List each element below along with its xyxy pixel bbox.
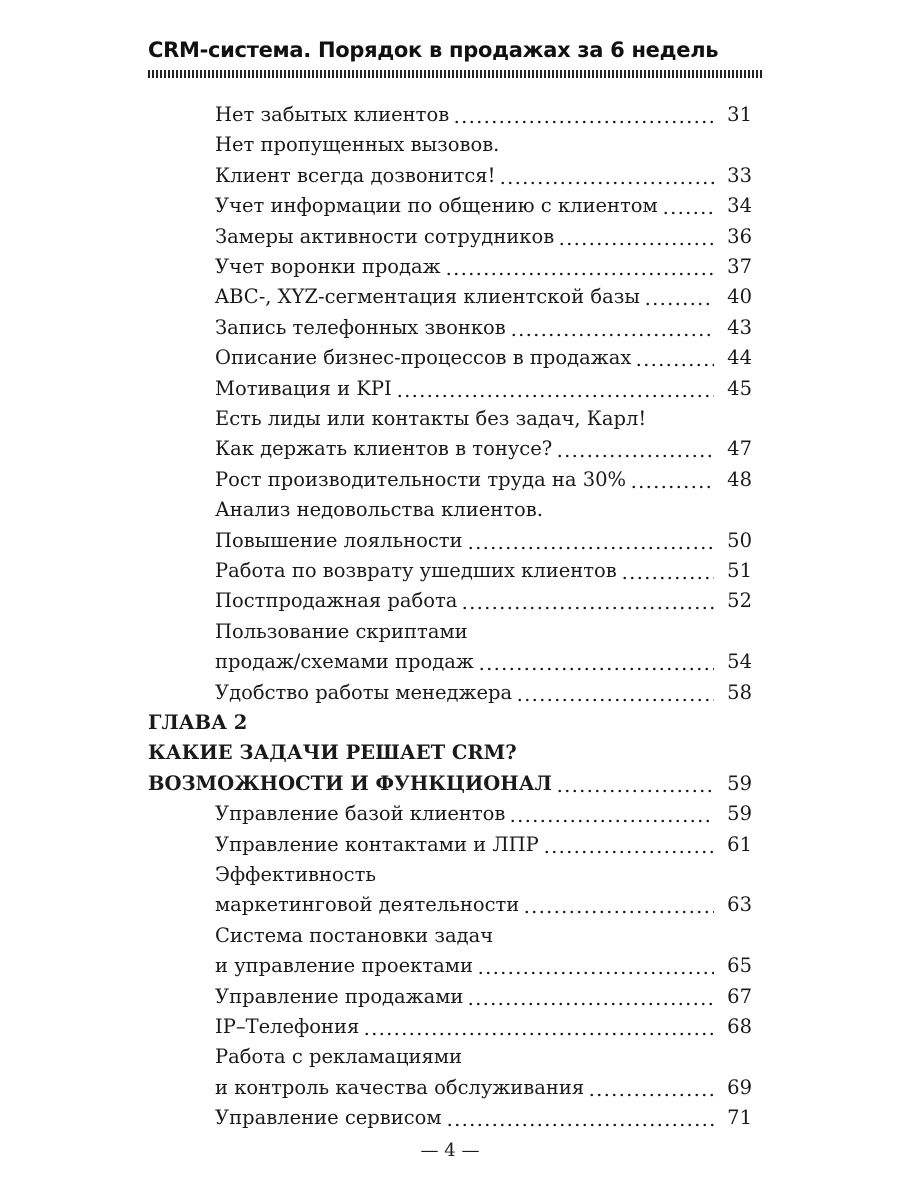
toc-page-number: 45 [727, 376, 752, 400]
toc-entry-title: Удобство работы менеджера [215, 680, 513, 704]
toc-leader-line [215, 951, 722, 981]
toc-entry-line: Нет пропущенных вызовов. [215, 133, 500, 157]
toc-page-number: 52 [727, 589, 752, 613]
toc-page-number: 69 [727, 1075, 752, 1099]
toc-entry-title: Повышение лояльности [215, 528, 463, 552]
toc-leader-line [148, 769, 722, 799]
toc-leader-line [215, 1073, 722, 1103]
toc-page-number: 51 [727, 559, 752, 582]
toc-entry-title: Запись телефонных звонков [215, 315, 506, 339]
toc-leader-line [215, 465, 722, 495]
toc-leader-line [215, 434, 722, 464]
toc-entry-title: ABC-, XYZ-сегментация клиентской базы [215, 285, 640, 309]
toc-entry-title: маркетинговой деятельности [215, 893, 520, 917]
dot-leader [510, 313, 714, 343]
toc-entry-title: Клиент всегда дозвонится! [215, 163, 496, 187]
toc-entry-line: Анализ недовольства клиентов. [215, 498, 543, 522]
toc-page-number: 37 [727, 255, 752, 278]
toc-leader-line [215, 799, 722, 829]
toc-leader-line [215, 678, 722, 708]
toc-entry-title: Рост производительности труда на 30% [215, 467, 627, 491]
dot-leader [523, 890, 714, 920]
chapter-title-line: ГЛАВА 2 [148, 711, 248, 734]
dot-leader [446, 1103, 714, 1133]
toc-entry-line: Работа с рекламациями [215, 1045, 462, 1069]
toc-page-number: 34 [727, 194, 752, 218]
toc-page-number: 58 [727, 680, 752, 704]
toc-page-number: 44 [727, 346, 752, 370]
toc-page-number: 68 [727, 1015, 752, 1038]
toc-leader-line [215, 556, 722, 586]
toc-entry-title: Замеры активности сотрудников [215, 224, 555, 248]
toc-page-number: 63 [727, 893, 752, 917]
toc-leader-line [215, 191, 722, 221]
toc-page-number: 59 [727, 771, 752, 795]
toc-page-number: 40 [727, 285, 752, 309]
toc-entry-title: Мотивация и KPI [215, 376, 392, 400]
toc-entry-title: Учет информации по общению с клиентом [215, 194, 658, 218]
toc-page-number: 61 [727, 832, 752, 856]
dot-leader [558, 222, 714, 252]
toc-entry-title: Постпродажная работа [215, 589, 458, 613]
toc-leader-line [215, 252, 722, 282]
toc-leader-line [215, 222, 722, 252]
toc-page-number: 67 [727, 984, 752, 1008]
toc-leader-line [215, 1103, 722, 1133]
toc-page-number: 36 [727, 224, 752, 248]
dot-leader [363, 1012, 714, 1042]
toc-leader-line [215, 313, 722, 343]
toc-leader-line [215, 586, 722, 616]
dot-leader [509, 799, 714, 829]
toc-entry-line: Пользование скриптами [215, 619, 468, 643]
dot-leader [467, 982, 714, 1012]
dot-leader [556, 769, 714, 799]
toc-entry-title: и контроль качества обслуживания [215, 1075, 585, 1099]
toc-entry-title: Управление контактами и ЛПР [215, 832, 539, 856]
running-header: CRM-система. Порядок в продажах за 6 недель [148, 38, 719, 62]
toc-entry-title: Работа по возврату ушедших клиентов [215, 559, 617, 582]
dot-leader [453, 100, 714, 130]
toc-leader-line [215, 282, 722, 312]
dot-leader [543, 830, 714, 860]
toc-entry-line: Есть лиды или контакты без задач, Карл! [215, 407, 647, 430]
page-number: — 4 — [420, 1140, 480, 1161]
toc-entry-title: и управление проектами [215, 954, 473, 978]
dot-leader [499, 161, 714, 191]
toc-leader-line [215, 343, 722, 373]
toc-leader-line [215, 890, 722, 920]
dot-leader [445, 252, 714, 282]
dot-leader [516, 678, 714, 708]
toc-leader-line [215, 374, 722, 404]
toc-entry-title: Как держать клиентов в тонусе? [215, 437, 553, 461]
toc-entry-title: Нет забытых клиентов [215, 103, 450, 126]
dot-leader [461, 586, 714, 616]
toc-page-number: 48 [727, 467, 752, 491]
dot-leader [477, 951, 714, 981]
toc-leader-line [215, 161, 722, 191]
toc-entry-title: IP–Телефония [215, 1015, 360, 1038]
dot-leader [396, 374, 714, 404]
toc-page-number: 54 [727, 650, 752, 674]
dot-leader [467, 526, 714, 556]
toc-page-number: 33 [727, 163, 752, 187]
chapter-title-line: КАКИЕ ЗАДАЧИ РЕШАЕТ CRM? [148, 741, 517, 765]
toc-leader-line [215, 100, 722, 130]
toc-page-number: 31 [727, 103, 752, 126]
toc-leader-line [215, 982, 722, 1012]
toc-entry-title: Управление базой клиентов [215, 802, 506, 826]
toc-entry-title: продаж/схемами продаж [215, 650, 474, 674]
toc-entry-line: Система постановки задач [215, 923, 494, 947]
toc-entry-title: Учет воронки продаж [215, 255, 441, 278]
toc-page-number: 43 [727, 315, 752, 339]
toc-entry-title: Управление сервисом [215, 1106, 442, 1130]
toc-leader-line [215, 526, 722, 556]
toc-entry-title: Описание бизнес-процессов в продажах [215, 346, 632, 370]
toc-page-number: 65 [727, 954, 752, 978]
chapter-title-line: ВОЗМОЖНОСТИ И ФУНКЦИОНАЛ [148, 771, 552, 795]
toc-entry-title: Управление продажами [215, 984, 464, 1008]
toc-page-number: 59 [727, 802, 752, 826]
dot-leader [478, 647, 714, 677]
toc-page-number: 47 [727, 437, 752, 461]
toc-leader-line [215, 830, 722, 860]
toc-leader-line [215, 1012, 722, 1042]
toc-leader-line [215, 647, 722, 677]
toc-page-number: 71 [727, 1106, 752, 1130]
dot-leader [588, 1073, 714, 1103]
dot-leader [556, 434, 714, 464]
toc-entry-line: Эффективность [215, 863, 376, 886]
toc-page-number: 50 [727, 528, 752, 552]
